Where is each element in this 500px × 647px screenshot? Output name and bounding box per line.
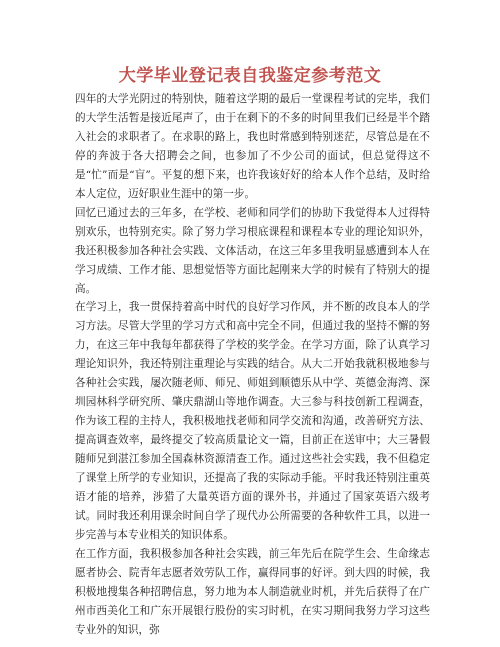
paragraph-work: 在工作方面，我积极参加各种社会实践，前三年先后在院学生会、生命缘志愿者协会、院青年志愿者效劳队工作，赢得同事的好评。到大四的时候，我积极地搜集各种招聘信息，努力地为本人制造就业时机，并先后获得了在广州市西美化工和广东开展银行股份的实习时机，在实习期间我努力学习这些专业外的知识，弥 (75, 547, 430, 636)
document-title: 大学毕业登记表自我鉴定参考范文 (118, 66, 382, 86)
paragraph-review: 回忆已通过去的三年多，在学校、老师和同学们的协助下我觉得本人过得特别欢乐，也特别充实。除了努力学习根底课程和课程本专业的理论知识外，我还积极参加各种社会实践、文体活动，在这三年多里我明显感遭到本人在学习成绩、工作才能、思想觉悟等方面比起刚来大学的时候有了特别大的提高。 (75, 206, 430, 295)
paragraph-study: 在学习上，我一贯保持着高中时代的良好学习作风，并不断的改良本人的学习方法。尽管大学里的学习方式和高中完全不同，但通过我的坚持不懈的努力，在这三年中我每年都获得了学校的奖学金。在学习方面，除了认真学习理论知识外，我还特别注重理论与实践的结合。从大二开始我就积极地参与各种社会实践，屡次随老师、师兄、师姐到顺德乐从中学、英德金海湾、深圳园林科学研究所、肇庆鼎湖山等地作调查。大三参与科技创新工程调查，作为该工程的主持人，我积极地找老师和同学交流和沟通，改善研究方法、提高调查效率，最终提交了较高质量论文一篇，目前正在送审中；大三暑假随师兄到湛江参加全国森林资源清查工作。通过这些社会实践，我不但稳定了课堂上所学的专业知识，还提高了我的实际动手能。平时我还特别注重英语才能的培养，涉猎了大量英语方面的课外书，并通过了国家英语六级考试。同时我还利用课余时间自学了现代办公所需要的各种软件工具，以进一步完善与本专业相关的知识体系。 (75, 301, 430, 541)
paragraph-intro: 四年的大学光阴过的特别快，随着这学期的最后一堂课程考试的完毕，我们的大学生活暂是接近尾声了，由于在剩下的不多的时间里我们已经是半个踏入社会的求职者了。在求职的路上，我也时常感到特别迷茫，尽管总是在不停的奔波于各大招聘会之间，也参加了不少公司的面试，但总觉得这不是“忙”而是“盲”。平复的想下来，也许我该好好的给本人作个总结，及时给本人定位，迈好职业生涯中的第一步。 (75, 93, 430, 200)
document-body (75, 90, 430, 640)
